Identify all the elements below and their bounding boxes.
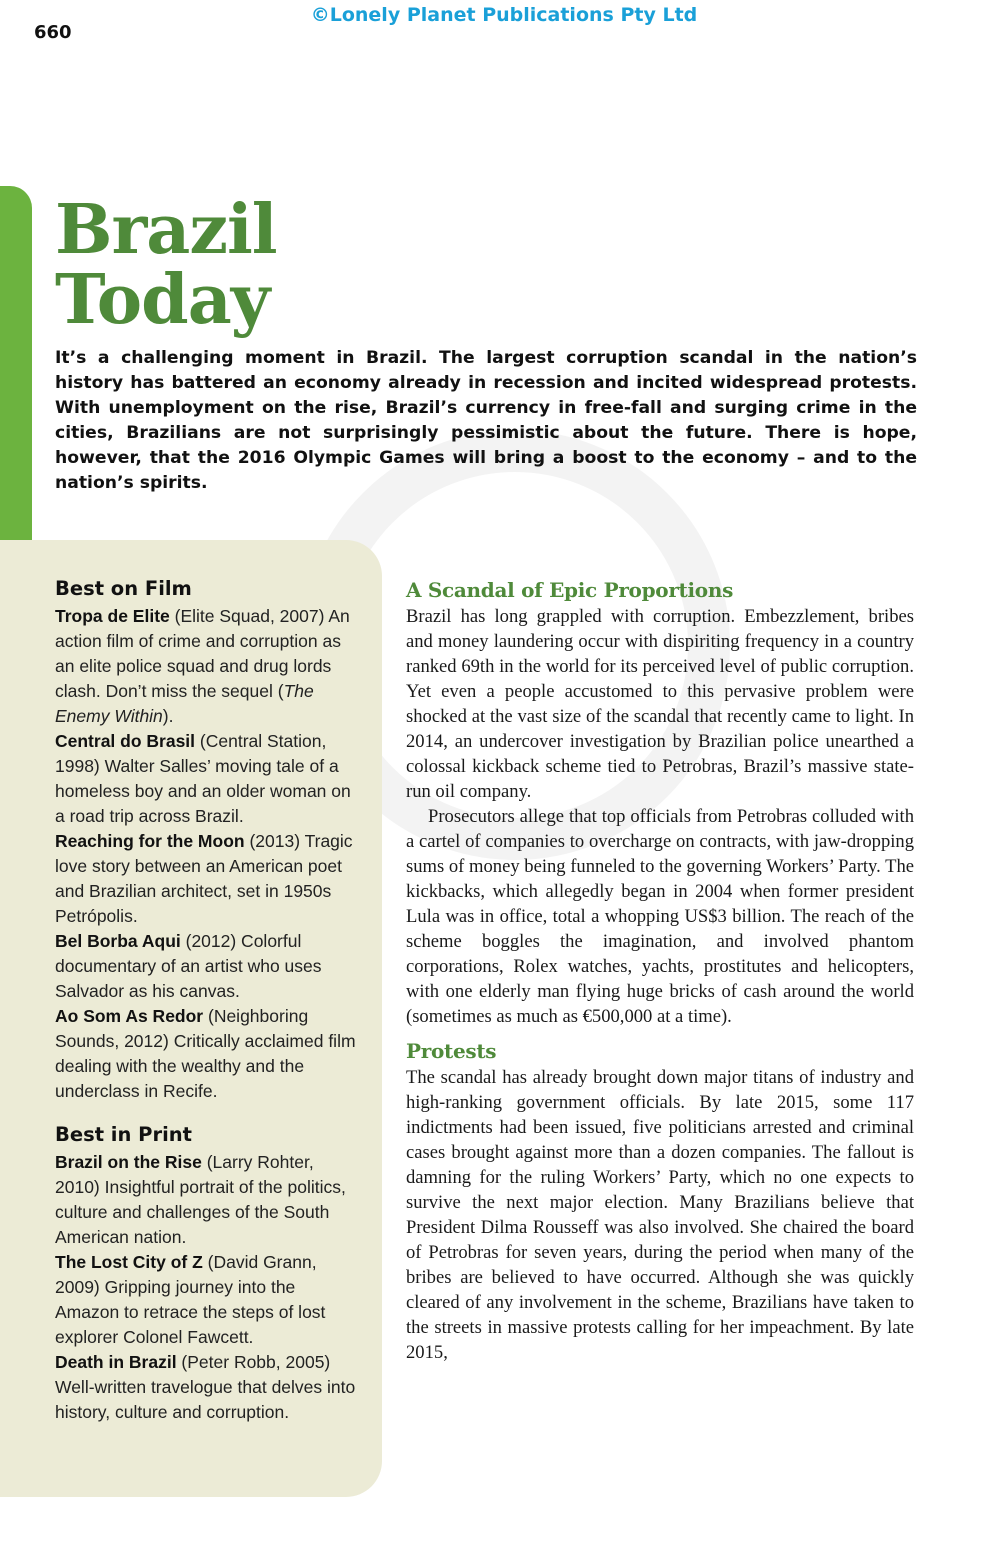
film-desc: (2012) Colorful documentary of an artist who uses Salvador as his canvas. bbox=[55, 931, 322, 1001]
sidebar-box bbox=[0, 540, 382, 1497]
section-heading-scandal: A Scandal of Epic Proportions bbox=[406, 578, 734, 602]
film-entry bbox=[55, 1004, 361, 1104]
chapter-title-line2: Today bbox=[55, 260, 270, 340]
film-title: Ao Som As Redor bbox=[55, 1006, 204, 1026]
film-entry bbox=[55, 604, 361, 729]
copyright-notice: ©Lonely Planet Publications Pty Ltd bbox=[310, 4, 698, 26]
article-paragraph: Prosecutors allege that top officials from Petrobras colluded with a cartel of companies to overcharge on contracts, with jaw-dropping sums of money being funneled to the governing Workers’ Party. The kickbacks, which allegedly began in 2004 when former president Lula was in office, total a whopping US$3 billion. The reach of the scheme boggles the imagination, and involved phantom corporations, Rolex watches, yachts, prostitutes and helicopters, with one elderly man flying huge bricks of cash around the world (sometimes as much as €500,000 at a time). bbox=[406, 806, 915, 1027]
film-desc: (Neighboring Sounds, 2012) Critically acclaimed film dealing with the wealthy and the underclass in Recife. bbox=[55, 1006, 356, 1101]
film-desc: (Central Station, 1998) Walter Salles’ moving tale of a homeless boy and an older woman on a road trip across Brazil. bbox=[55, 731, 351, 826]
section-heading-protests: Protests bbox=[406, 1039, 497, 1063]
print-desc: (Larry Rohter, 2010) Insightful portrait of the politics, culture and challenges of the South American nation. bbox=[55, 1152, 346, 1247]
article-paragraph: The scandal has already brought down major titans of industry and high-ranking government officials. By late 2015, some 117 indictments had been issued, five politicians arrested and criminal cases brought against more than a dozen companies. The fallout is damning for the ruling Workers’ Party, which no one expects to survive the next major election. Many Brazilians believe that President Dilma Rousseff was also involved. She chaired the board of Petrobras for seven years, during the period when many of the bribes are believed to have occurred. Although she was quickly cleared of any involvement in the scheme, Brazilians have taken to the streets in massive protests calling for her impeachment. By late 2015, bbox=[406, 1067, 914, 1363]
page-number: 660 bbox=[34, 22, 72, 43]
film-entry bbox=[55, 829, 361, 929]
article-column bbox=[406, 576, 914, 1365]
film-desc-tail: ). bbox=[162, 706, 174, 726]
chapter-title-line1: Brazil bbox=[55, 190, 277, 270]
film-title: Bel Borba Aqui bbox=[55, 931, 181, 951]
print-desc: (Peter Robb, 2005) Well-written travelogue that delves into history, culture and corruption. bbox=[55, 1352, 356, 1422]
print-desc: (David Grann, 2009) Gripping journey into the Amazon to retrace the steps of lost explorer Colonel Fawcett. bbox=[55, 1252, 326, 1347]
film-desc: (2013) Tragic love story between an American poet and Brazilian architect, set in 1950s Petrópolis. bbox=[55, 831, 353, 926]
print-title: The Lost City of Z bbox=[55, 1252, 203, 1272]
chapter-tab bbox=[0, 186, 32, 580]
sidebar-heading-print: Best in Print bbox=[55, 1123, 192, 1146]
film-entry bbox=[55, 729, 361, 829]
film-title: Tropa de Elite bbox=[55, 606, 170, 626]
film-desc: (Elite Squad, 2007) An action film of crime and corruption as an elite police squad and drug lords clash. Don’t miss the sequel ( bbox=[55, 606, 350, 701]
print-entry bbox=[55, 1250, 361, 1350]
print-entry bbox=[55, 1350, 361, 1425]
print-entry bbox=[55, 1150, 361, 1250]
print-title: Death in Brazil bbox=[55, 1352, 177, 1372]
film-title: Central do Brasil bbox=[55, 731, 196, 751]
film-title: Reaching for the Moon bbox=[55, 831, 245, 851]
film-italic: The Enemy Within bbox=[55, 681, 314, 726]
chapter-title bbox=[55, 190, 277, 340]
sidebar-heading-film: Best on Film bbox=[55, 577, 192, 600]
print-title: Brazil on the Rise bbox=[55, 1152, 202, 1172]
chapter-intro: It’s a challenging moment in Brazil. The largest corruption scandal in the nation’s history has battered an economy already in recession and incited widespread protests. With unemployment on the rise, Brazil’s currency in free-fall and surging crime in the cities, Brazilians are not surprisingly pessimistic about the future. There is hope, however, that the 2016 Olympic Games will bring a boost to the economy – and to the nation’s spirits. bbox=[55, 348, 917, 493]
film-entry bbox=[55, 929, 361, 1004]
article-paragraph: Brazil has long grappled with corruption. Embezzlement, bribes and money laundering occur with dispiriting frequency in a country ranked 69th in the world for its perceived level of public corruption. Yet even a people accustomed to this pervasive problem were shocked at the vast size of the scandal that recently came to light. In 2014, an undercover investigation by Brazilian police unearthed a colossal kickback scheme tied to Petrobras, Brazil’s massive state-run oil company. bbox=[406, 606, 914, 802]
sidebar-content bbox=[55, 576, 361, 1425]
